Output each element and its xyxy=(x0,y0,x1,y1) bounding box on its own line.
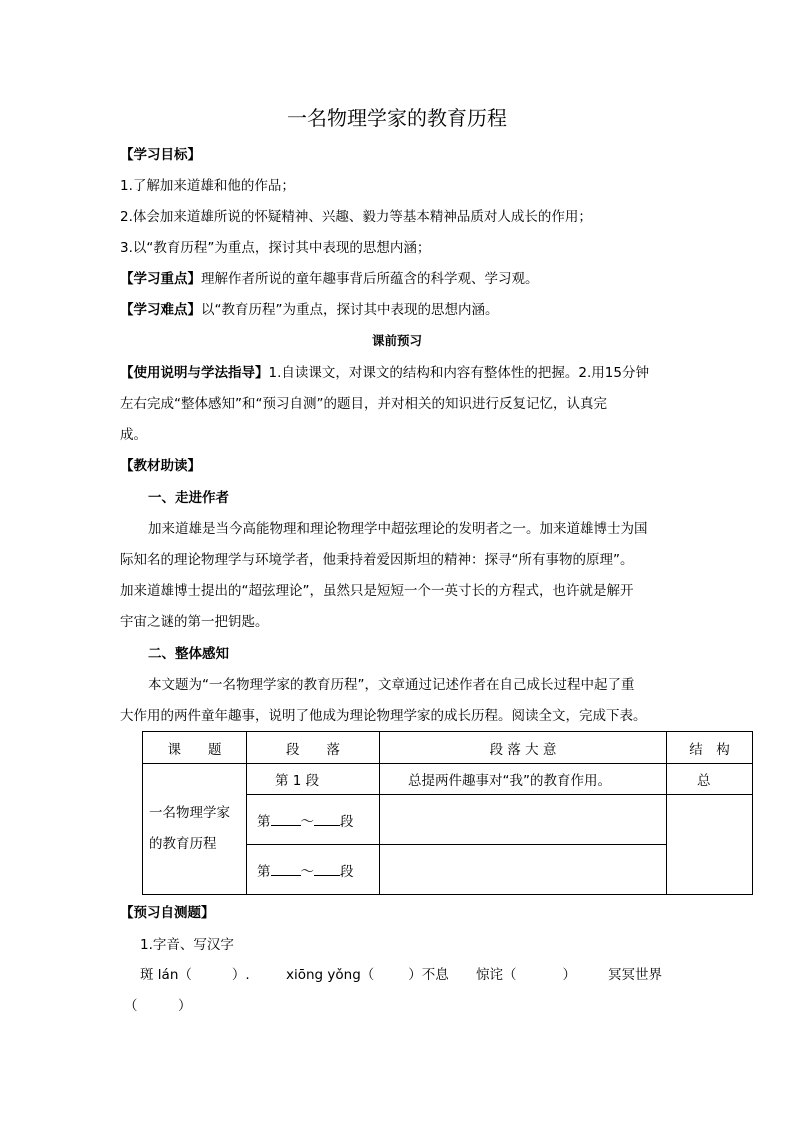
row3-mid: ～ xyxy=(300,863,314,880)
overview-para-line-2: 大作用的两件童年趣事，说明了他成为理论物理学家的成长历程。阅读全文，完成下表。 xyxy=(120,708,647,724)
row2-mid: ～ xyxy=(300,813,314,830)
row3-meaning[interactable] xyxy=(380,845,667,895)
document-title: 一名物理学家的教育历程 xyxy=(287,106,507,130)
topic-line-2: 的教育历程 xyxy=(149,836,217,852)
selftest-item-4: 冥冥世界 xyxy=(608,967,662,983)
row1-paragraph: 第 1 段 xyxy=(247,764,380,795)
topic-cell xyxy=(143,764,247,895)
item1-tail: ）. xyxy=(231,967,250,983)
usage-line-2: 左右完成“整体感知”和“预习自测”的题目，并对相关的知识进行反复记忆，认真完 xyxy=(120,396,607,412)
row3-suffix: 段 xyxy=(340,863,354,880)
row2-blank-end[interactable] xyxy=(314,813,340,826)
row1-meaning: 总提两件趣事对“我”的教育作用。 xyxy=(380,764,667,795)
row3-paragraph xyxy=(247,845,380,895)
difficulty-text: 以“教育历程”为重点，探讨其中表现的思想内涵。 xyxy=(201,302,499,318)
selftest-heading: 【预习自测题】 xyxy=(120,905,215,921)
selftest-question-1: 1.字音、写汉字 xyxy=(140,937,234,953)
header-meaning: 段 落 大 意 xyxy=(380,732,667,764)
preview-heading: 课前预习 xyxy=(371,333,422,348)
header-topic: 课 题 xyxy=(143,732,247,764)
row2-structure[interactable] xyxy=(667,795,753,895)
topic-line-1: 一名物理学家 xyxy=(149,805,230,821)
row2-paragraph xyxy=(247,795,380,845)
row2-meaning[interactable] xyxy=(380,795,667,845)
textbook-heading: 【教材助读】 xyxy=(120,458,201,474)
author-para-line-3: 加来道雄博士提出的“超弦理论”，虽然只是短短一个一英寸长的方程式，也许就是解开 xyxy=(120,583,634,599)
item2-tail: ）不息 xyxy=(408,967,449,983)
selftest-item-3 xyxy=(476,966,576,984)
section-overview-heading: 二、整体感知 xyxy=(148,646,229,662)
row3-blank-start[interactable] xyxy=(271,863,301,876)
header-paragraph: 段 落 xyxy=(247,732,380,764)
usage-label: 【使用说明与学法指导】 xyxy=(120,365,269,381)
author-para-line-1: 加来道雄是当今高能物理和理论物理学中超弦理论的发明者之一。加来道雄博士为国 xyxy=(148,521,648,537)
header-structure: 结 构 xyxy=(667,732,753,764)
structure-table xyxy=(142,731,753,895)
item3-text: 惊诧（ xyxy=(476,967,517,983)
row1-structure: 总 xyxy=(667,764,753,795)
item1-text: 斑 lán（ xyxy=(140,967,192,983)
difficulty-label: 【学习难点】 xyxy=(120,302,201,318)
focus-label: 【学习重点】 xyxy=(120,271,201,287)
row2-blank-start[interactable] xyxy=(271,813,301,826)
difficulty-line xyxy=(120,301,499,319)
focus-text: 理解作者所说的童年趣事背后所蕴含的科学观、学习观。 xyxy=(201,271,539,287)
overview-para-line-1: 本文题为“一名物理学家的教育历程”，文章通过记述作者在自己成长过程中起了重 xyxy=(148,677,635,693)
goal-item-2: 2.体会加来道雄所说的怀疑精神、兴趣、毅力等基本精神品质对人成长的作用； xyxy=(120,209,592,225)
author-para-line-2: 际知名的理论物理学与环境学者，他秉持着爱因斯坦的精神：探寻“所有事物的原理”。 xyxy=(120,552,634,568)
item2-text: xiōng yǒng（ xyxy=(286,967,375,983)
goal-item-1: 1.了解加来道雄和他的作品； xyxy=(120,178,295,194)
row2-suffix: 段 xyxy=(340,813,354,830)
usage-line-3: 成。 xyxy=(120,427,147,443)
usage-line-1 xyxy=(120,364,649,382)
goal-item-3: 3.以“教育历程”为重点，探讨其中表现的思想内涵； xyxy=(120,240,431,256)
selftest-item-1 xyxy=(140,966,250,984)
row3-prefix: 第 xyxy=(257,863,271,880)
focus-line xyxy=(120,270,539,288)
row3-blank-end[interactable] xyxy=(314,863,340,876)
usage-text-1: 1.自读课文，对课文的结构和内容有整体性的把握。2.用15分钟 xyxy=(268,365,649,381)
item3-tail: ） xyxy=(562,967,576,983)
selftest-item-2 xyxy=(286,966,449,984)
row2-prefix: 第 xyxy=(257,813,271,830)
section-author-heading: 一、走进作者 xyxy=(148,490,229,506)
goals-heading: 【学习目标】 xyxy=(120,147,201,163)
selftest-item-4-blank[interactable]: （ ） xyxy=(124,998,192,1014)
author-para-line-4: 宇宙之谜的第一把钥匙。 xyxy=(120,614,269,630)
